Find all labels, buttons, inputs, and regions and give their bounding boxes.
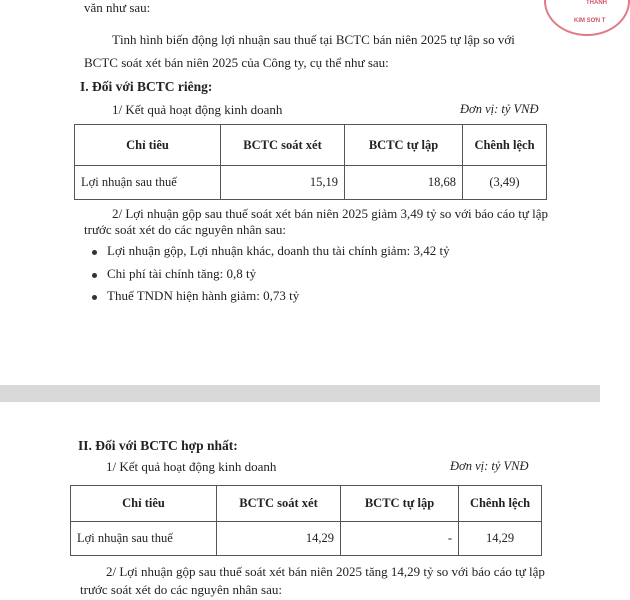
section-2-title: II. Đối với BCTC hợp nhất: — [78, 438, 238, 453]
header-chi-tieu: Chỉ tiêu — [75, 125, 221, 166]
section-1-title: I. Đối với BCTC riêng: — [80, 79, 213, 94]
header-chenh-lech: Chênh lệch — [459, 486, 542, 522]
list-item: Chi phí tài chính tăng: 0,8 tỷ — [92, 266, 256, 282]
table-header-row — [71, 486, 542, 522]
list-item: Thuế TNDN hiện hành giảm: 0,73 tỷ — [92, 288, 299, 304]
section-2-subheading: 1/ Kết quả hoạt động kinh doanh — [106, 459, 277, 474]
paragraph-2-line-1: 2/ Lợi nhuận gộp sau thuế soát xét bán niên 2025 giảm 3,49 tỷ so với báo cáo tự lập — [112, 206, 548, 221]
cell-soat-xet: 14,29 — [217, 522, 341, 556]
section-1-subheading: 1/ Kết quả hoạt động kinh doanh — [112, 102, 283, 117]
cell-tu-lap: 18,68 — [345, 166, 463, 200]
cell-chenh-lech: 14,29 — [459, 522, 542, 556]
section-1-table — [74, 124, 547, 200]
header-tu-lap: BCTC tự lập — [345, 125, 463, 166]
document-page-2 — [0, 402, 600, 600]
section-2-paragraph-line-2: trước soát xét do các nguyên nhân sau: — [80, 582, 282, 597]
intro-top-line: văn như sau: — [84, 0, 151, 15]
cell-soat-xet: 15,19 — [221, 166, 345, 200]
cell-label: Lợi nhuận sau thuế — [71, 522, 217, 556]
company-seal: THÀNH KIM SƠN T — [544, 0, 630, 36]
cell-label: Lợi nhuận sau thuế — [75, 166, 221, 200]
paragraph-2-line-2: trước soát xét do các nguyên nhân sau: — [84, 222, 286, 237]
table-row — [75, 166, 547, 200]
list-item: Lợi nhuận gộp, Lợi nhuận khác, doanh thu tài chính giảm: 3,42 tỷ — [92, 243, 450, 259]
cell-tu-lap: - — [341, 522, 459, 556]
bullet-icon — [92, 295, 97, 300]
table-row — [71, 522, 542, 556]
paragraph-1-line-2: BCTC soát xét bán niên 2025 của Công ty, cụ thể như sau: — [84, 55, 389, 70]
section-2-table — [70, 485, 542, 556]
paragraph-1-line-1: Tình hình biến động lợi nhuận sau thuế tại BCTC bán niên 2025 tự lập so với — [112, 32, 515, 47]
section-1-unit: Đơn vị: tỷ VNĐ — [460, 102, 539, 116]
page-separator — [0, 385, 600, 402]
bullet-icon — [92, 250, 97, 255]
header-soat-xet: BCTC soát xét — [221, 125, 345, 166]
header-chi-tieu: Chỉ tiêu — [71, 486, 217, 522]
bullet-icon — [92, 273, 97, 278]
table-header-row — [75, 125, 547, 166]
header-soat-xet: BCTC soát xét — [217, 486, 341, 522]
section-2-paragraph-line-1: 2/ Lợi nhuận gộp sau thuế soát xét bán niên 2025 tăng 14,29 tỷ so với báo cáo tự lập — [106, 564, 545, 579]
section-2-unit: Đơn vị: tỷ VNĐ — [450, 459, 529, 473]
header-chenh-lech: Chênh lệch — [463, 125, 547, 166]
cell-chenh-lech: (3,49) — [463, 166, 547, 200]
header-tu-lap: BCTC tự lập — [341, 486, 459, 522]
